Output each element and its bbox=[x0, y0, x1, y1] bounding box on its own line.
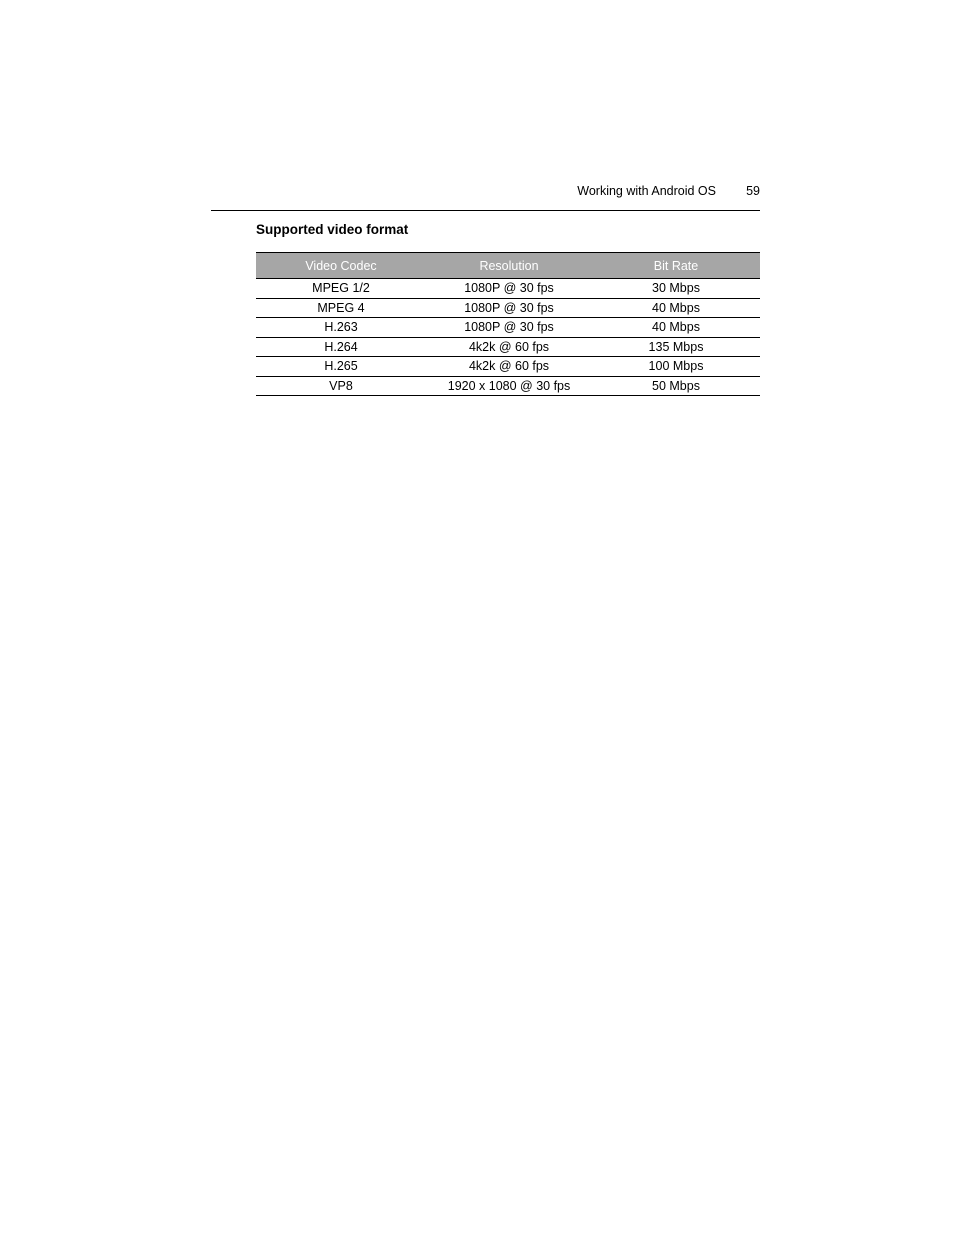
cell-resolution: 1080P @ 30 fps bbox=[426, 298, 592, 318]
cell-video-codec: VP8 bbox=[256, 376, 426, 396]
cell-video-codec: H.264 bbox=[256, 337, 426, 357]
cell-video-codec: MPEG 4 bbox=[256, 298, 426, 318]
cell-resolution: 1080P @ 30 fps bbox=[426, 279, 592, 299]
table-row bbox=[256, 376, 760, 396]
cell-resolution: 4k2k @ 60 fps bbox=[426, 337, 592, 357]
table-row bbox=[256, 318, 760, 338]
cell-bit-rate: 50 Mbps bbox=[592, 376, 760, 396]
running-header bbox=[212, 182, 760, 202]
table-header-row bbox=[256, 253, 760, 279]
cell-video-codec: MPEG 1/2 bbox=[256, 279, 426, 299]
cell-bit-rate: 135 Mbps bbox=[592, 337, 760, 357]
page-number: 59 bbox=[746, 184, 760, 198]
cell-bit-rate: 40 Mbps bbox=[592, 318, 760, 338]
cell-bit-rate: 40 Mbps bbox=[592, 298, 760, 318]
section-title: Supported video format bbox=[256, 222, 409, 237]
cell-resolution: 4k2k @ 60 fps bbox=[426, 357, 592, 377]
cell-video-codec: H.265 bbox=[256, 357, 426, 377]
video-format-table bbox=[256, 252, 760, 396]
header-section-name: Working with Android OS bbox=[577, 184, 716, 198]
cell-bit-rate: 30 Mbps bbox=[592, 279, 760, 299]
cell-resolution: 1920 x 1080 @ 30 fps bbox=[426, 376, 592, 396]
header-divider bbox=[211, 210, 760, 211]
table-row bbox=[256, 279, 760, 299]
cell-video-codec: H.263 bbox=[256, 318, 426, 338]
column-header-video-codec: Video Codec bbox=[256, 253, 426, 279]
table-row bbox=[256, 337, 760, 357]
cell-resolution: 1080P @ 30 fps bbox=[426, 318, 592, 338]
table-row bbox=[256, 357, 760, 377]
column-header-resolution: Resolution bbox=[426, 253, 592, 279]
cell-bit-rate: 100 Mbps bbox=[592, 357, 760, 377]
column-header-bit-rate: Bit Rate bbox=[592, 253, 760, 279]
table-row bbox=[256, 298, 760, 318]
